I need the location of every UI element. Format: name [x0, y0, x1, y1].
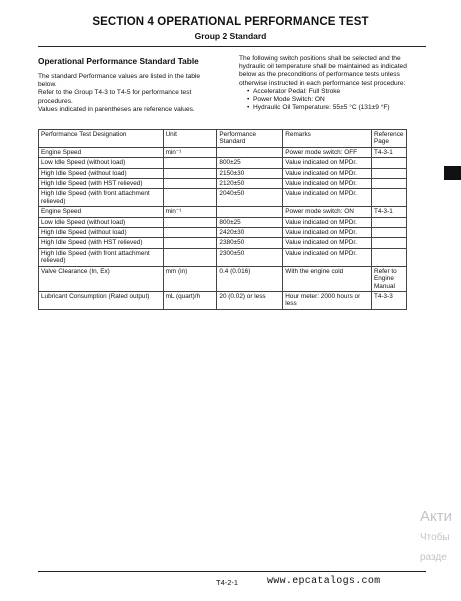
remarks-cell: With the engine cold — [283, 266, 372, 291]
table-row — [39, 217, 407, 227]
table-row — [39, 207, 407, 217]
designation-cell: High Idle Speed (with front attachment relieved) — [39, 248, 164, 266]
standard-cell: 2120±50 — [217, 179, 283, 189]
table-row — [39, 189, 407, 207]
intro-line: below. — [38, 81, 57, 89]
standard-cell: 2420±30 — [217, 228, 283, 238]
remarks-cell: Value indicated on MPDr. — [283, 168, 372, 178]
activation-watermark-line: Акти — [420, 508, 452, 525]
table-row — [39, 238, 407, 248]
precondition-item: • Accelerator Pedal: Full Stroke — [247, 88, 429, 96]
reference-cell — [371, 158, 406, 168]
table-row — [39, 158, 407, 168]
designation-cell: Lubricant Consumption (Rated output) — [39, 291, 164, 309]
designation-cell: High Idle Speed (with HST relieved) — [39, 179, 164, 189]
designation-cell: High Idle Speed (without load) — [39, 168, 164, 178]
remarks-cell: Power mode switch: OFF — [283, 147, 372, 157]
remarks-cell: Value indicated on MPDr. — [283, 238, 372, 248]
standard-cell: 0.4 (0.016) — [217, 266, 283, 291]
unit-cell: mL (quart)/h — [163, 291, 217, 309]
page-number: T4-2-1 — [216, 578, 239, 587]
standard-cell: 2150±30 — [217, 168, 283, 178]
table-row — [39, 266, 407, 291]
section-title: SECTION 4 OPERATIONAL PERFORMANCE TEST — [92, 16, 369, 28]
designation-cell: Engine Speed — [39, 207, 164, 217]
designation-cell: High Idle Speed (with HST relieved) — [39, 238, 164, 248]
preconditions-line: otherwise instructed in each performance test procedure: — [239, 79, 406, 87]
preconditions-line: below as the preconditions of performance tests unless — [239, 71, 400, 79]
remarks-cell: Hour meter: 2000 hours or less — [283, 291, 372, 309]
column-header: Remarks — [283, 130, 372, 148]
standard-cell: 2300±50 — [217, 248, 283, 266]
standard-cell: 800±25 — [217, 217, 283, 227]
designation-cell: Low Idle Speed (without load) — [39, 158, 164, 168]
reference-cell — [371, 248, 406, 266]
website-link[interactable]: www.epcatalogs.com — [267, 576, 381, 587]
designation-cell: High Idle Speed (with front attachment relieved) — [39, 189, 164, 207]
activation-watermark-line: разде — [420, 552, 447, 563]
intro-line: The standard Performance values are listed in the table — [38, 73, 201, 80]
unit-cell: min⁻¹ — [163, 207, 217, 217]
remarks-cell: Value indicated on MPDr. — [283, 228, 372, 238]
intro-line: Refer to the Group T4-3 to T4-5 for performance test — [38, 89, 192, 97]
header-divider — [38, 46, 426, 47]
unit-cell — [163, 158, 217, 168]
remarks-cell: Power mode switch: ON — [283, 207, 372, 217]
table-heading: Operational Performance Standard Table — [38, 56, 199, 66]
preconditions-line: The following switch positions shall be selected and the — [239, 55, 401, 62]
table-row — [39, 147, 407, 157]
standard-cell: 800±25 — [217, 158, 283, 168]
group-subtitle: Group 2 Standard — [194, 31, 267, 41]
reference-cell: Refer to Engine Manual — [371, 266, 406, 291]
table-header-row — [39, 130, 407, 148]
table-row — [39, 168, 407, 178]
unit-cell — [163, 217, 217, 227]
reference-cell: T4-3-1 — [371, 207, 406, 217]
reference-cell — [371, 228, 406, 238]
standard-cell: 20 (0.02) or less — [217, 291, 283, 309]
standard-cell — [217, 207, 283, 217]
table-row — [39, 228, 407, 238]
table-row — [39, 248, 407, 266]
standard-cell: 2040±50 — [217, 189, 283, 207]
standard-cell: 2380±50 — [217, 238, 283, 248]
column-header: Performance Test Designation — [39, 130, 164, 148]
unit-cell — [163, 248, 217, 266]
column-header: Performance Standard — [217, 130, 283, 148]
intro-line: Values indicated in parentheses are reference values. — [38, 105, 195, 113]
table-row — [39, 179, 407, 189]
reference-cell — [371, 217, 406, 227]
unit-cell — [163, 189, 217, 207]
intro-left — [38, 73, 236, 114]
reference-cell — [371, 168, 406, 178]
remarks-cell: Value indicated on MPDr. — [283, 189, 372, 207]
remarks-cell: Value indicated on MPDr. — [283, 248, 372, 266]
reference-cell — [371, 238, 406, 248]
unit-cell: mm (in) — [163, 266, 217, 291]
table-row — [39, 291, 407, 309]
designation-cell: High Idle Speed (without load) — [39, 228, 164, 238]
activation-watermark-line: Чтобы — [420, 532, 450, 543]
unit-cell — [163, 238, 217, 248]
remarks-cell: Value indicated on MPDr. — [283, 158, 372, 168]
precondition-item: • Hydraulic Oil Temperature: 55±5 °C (131±9 °F) — [247, 104, 429, 112]
remarks-cell: Value indicated on MPDr. — [283, 179, 372, 189]
preconditions-text — [239, 55, 429, 112]
unit-cell — [163, 228, 217, 238]
reference-cell — [371, 189, 406, 207]
unit-cell — [163, 168, 217, 178]
preconditions-list — [239, 88, 429, 113]
preconditions-line: hydraulic oil temperature shall be maintained as indicated — [239, 63, 407, 71]
unit-cell: min⁻¹ — [163, 147, 217, 157]
footer-divider — [38, 571, 426, 572]
remarks-cell: Value indicated on MPDr. — [283, 217, 372, 227]
section-thumb-tab — [444, 166, 461, 180]
performance-standard-table — [38, 129, 407, 310]
column-header: Unit — [163, 130, 217, 148]
designation-cell: Valve Clearance (In, Ex) — [39, 266, 164, 291]
reference-cell — [371, 179, 406, 189]
designation-cell: Engine Speed — [39, 147, 164, 157]
standard-cell — [217, 147, 283, 157]
reference-cell: T4-3-1 — [371, 147, 406, 157]
column-header: Reference Page — [371, 130, 406, 148]
designation-cell: Low Idle Speed (without load) — [39, 217, 164, 227]
intro-line: procedures. — [38, 97, 73, 105]
reference-cell: T4-3-3 — [371, 291, 406, 309]
precondition-item: • Power Mode Switch: ON — [247, 96, 429, 104]
unit-cell — [163, 179, 217, 189]
